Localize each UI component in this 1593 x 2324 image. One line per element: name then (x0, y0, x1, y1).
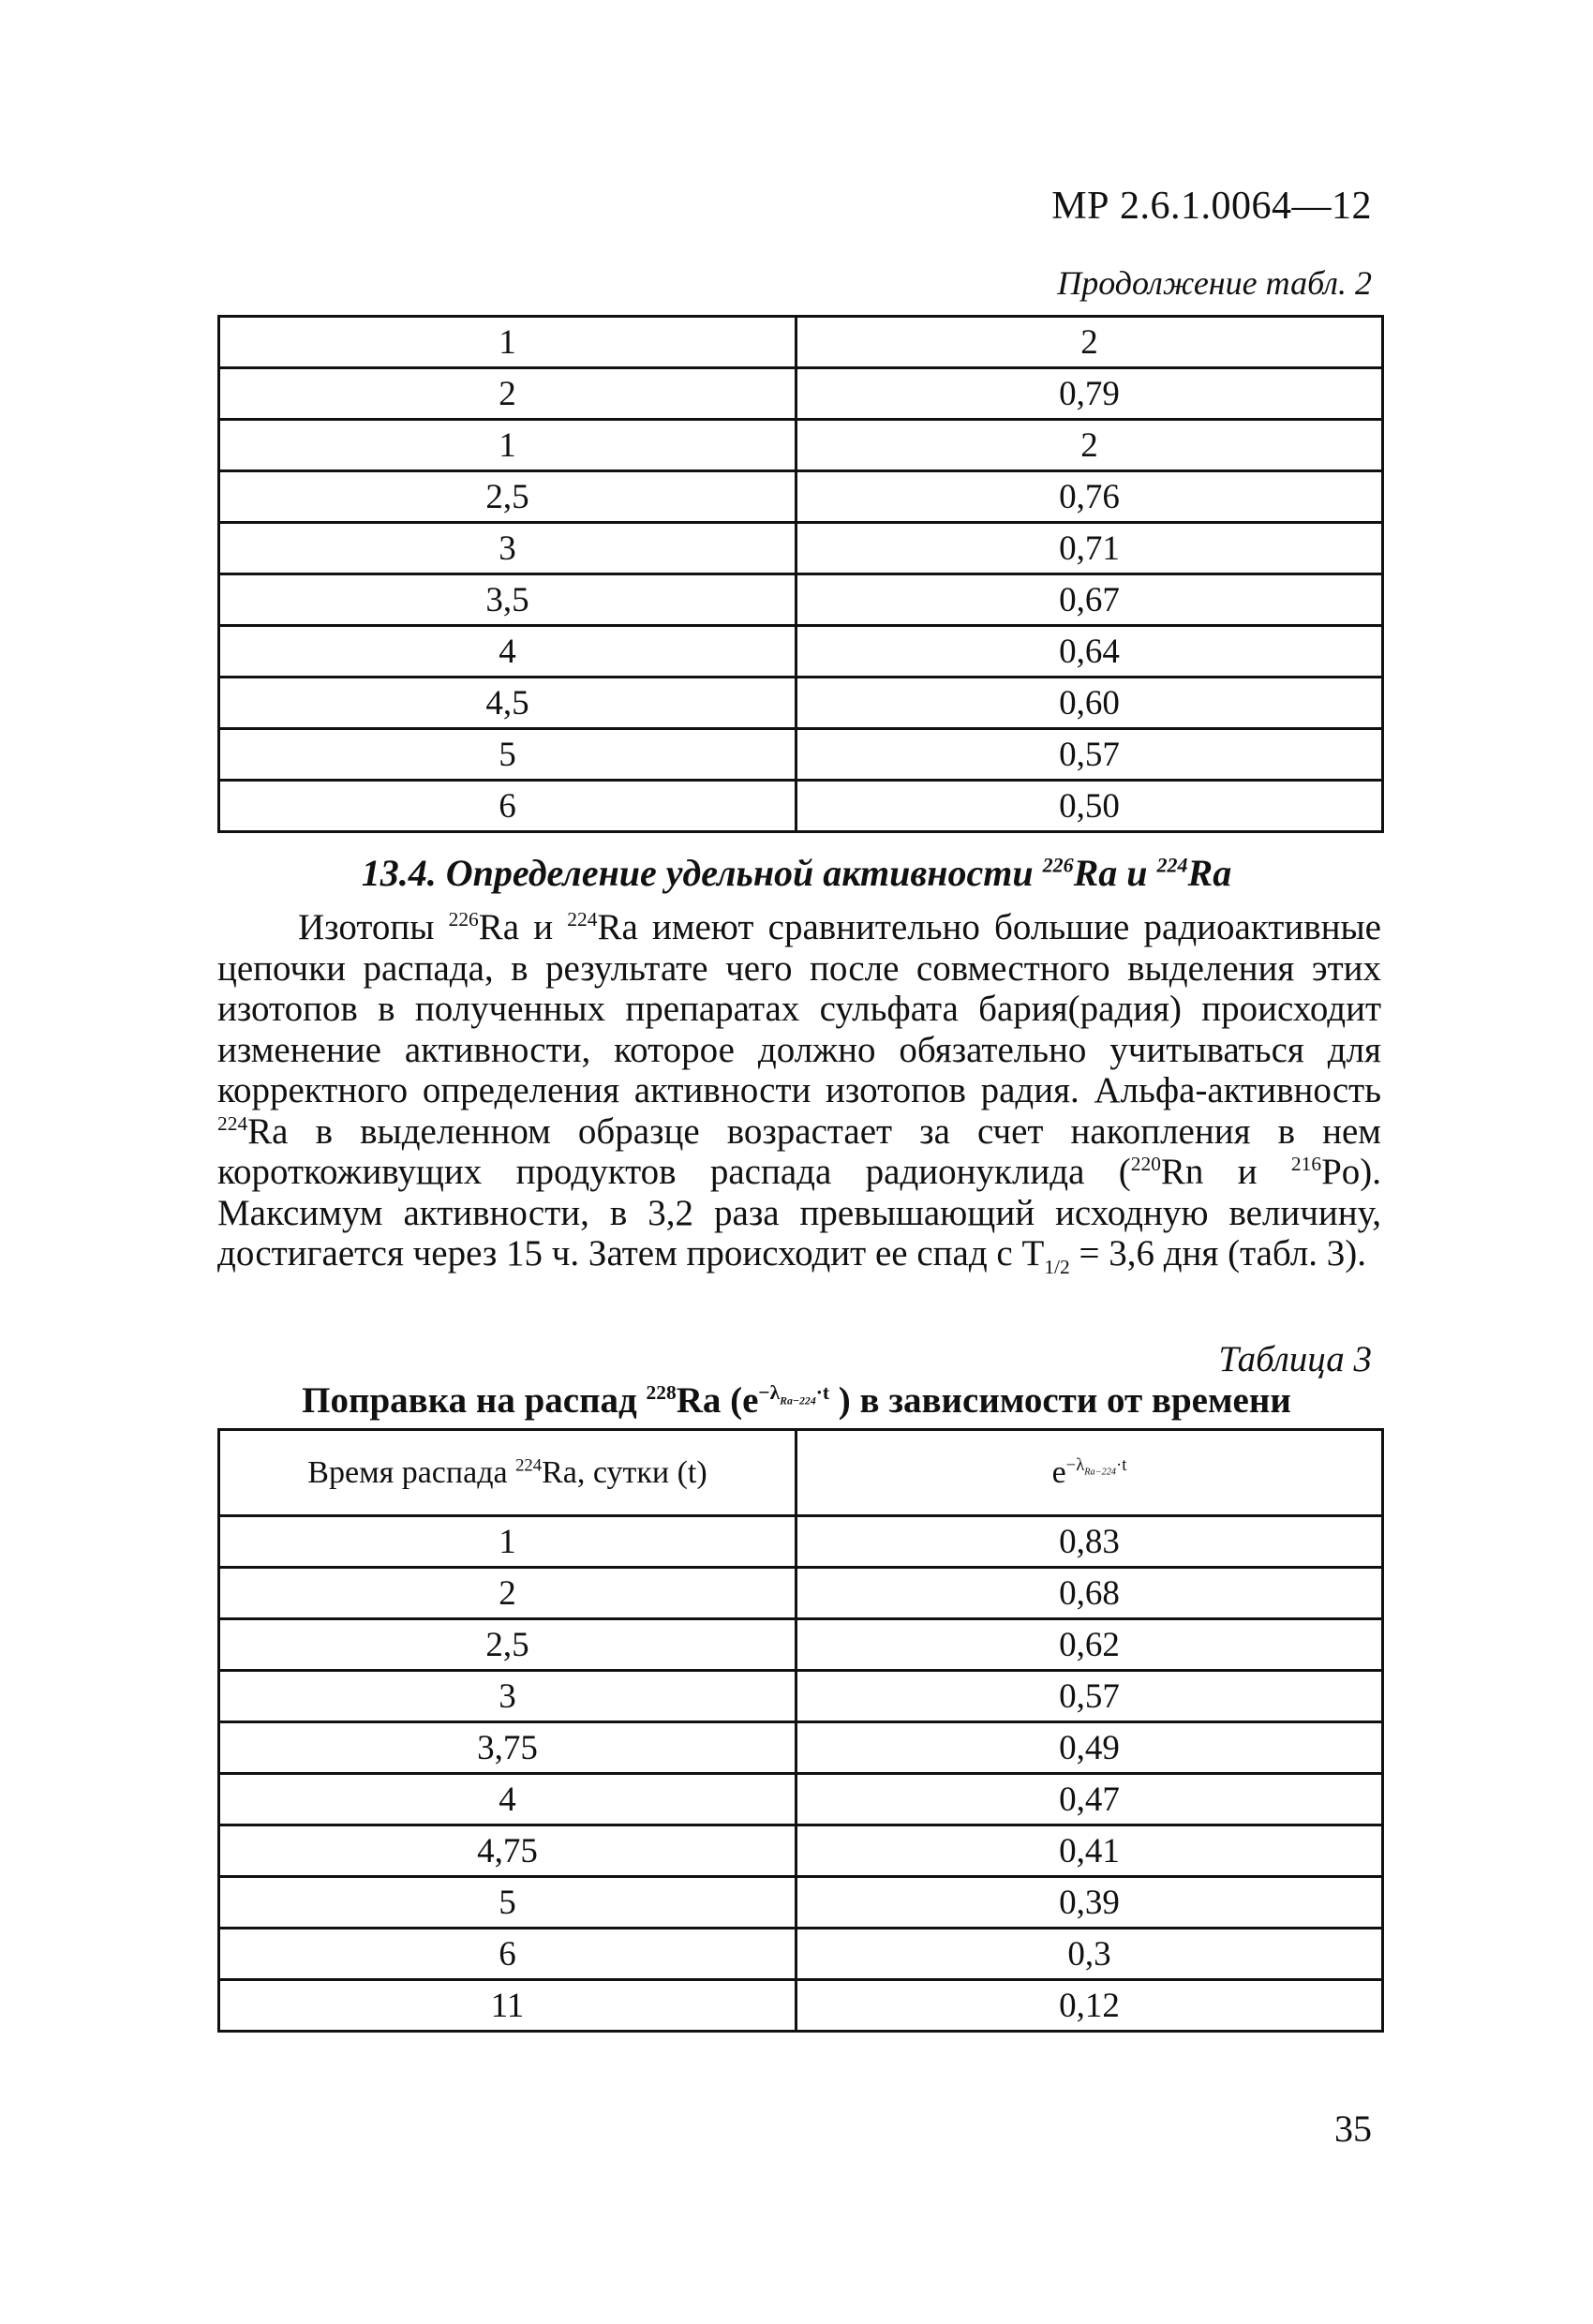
table-row (219, 1516, 1383, 1568)
lambda-symbol: −λ (1065, 1455, 1085, 1476)
table-2-value-cell: 0,50 (796, 781, 1383, 832)
table-2-time-cell: 4,5 (219, 678, 796, 729)
text-run: Ra имеют сравнительно большие радиоактивные цепочки распада, в результате чего после совместного выделения этих изотопов в полученных препаратах сульфата бария(радия) происходит изменение активности, которое должно обязательно учитываться для корректного определения активности изотопов радия. Альфа-активность (217, 907, 1381, 1110)
table-2-value-cell: 0,64 (796, 626, 1383, 678)
table-3-time-cell: 5 (219, 1877, 796, 1929)
document-code: МР 2.6.1.0064—12 (1051, 185, 1372, 228)
text-run: Поправка на распад (302, 1380, 647, 1421)
isotope-mass: 226 (448, 908, 479, 931)
table-3-value-cell: 0,62 (796, 1619, 1383, 1671)
table-3-time-cell: 4 (219, 1774, 796, 1825)
table-3-time-cell: 6 (219, 1929, 796, 1980)
text-run: Изотопы (298, 907, 449, 947)
table-row (219, 523, 1383, 574)
isotope-mass: 226 (1042, 853, 1074, 877)
table-3-time-cell: 2,5 (219, 1619, 796, 1671)
table-3-body (219, 1516, 1383, 2032)
table-row (219, 626, 1383, 678)
table-row (219, 729, 1383, 781)
table-row (219, 1722, 1383, 1774)
table-row (219, 317, 1383, 368)
lambda-subscript: Ra−224 (780, 1393, 816, 1408)
text-run: Po). Максимум активности, в 3,2 раза превышающий исходную величину, достигается через 15 ч. Затем происходит ее спад с T (217, 1152, 1381, 1274)
table-3-value-cell: 0,57 (796, 1671, 1383, 1722)
table-3-value-cell: 0,3 (796, 1929, 1383, 1980)
table-row (219, 368, 1383, 420)
table-3-time-cell: 1 (219, 1516, 796, 1568)
table-3-value-cell: 0,47 (796, 1774, 1383, 1825)
exponent (758, 1381, 830, 1408)
table-2-value-cell: 0,57 (796, 729, 1383, 781)
half-life-subscript: 1/2 (1044, 1255, 1070, 1278)
text-run: Rn и (1160, 1152, 1291, 1192)
text-run: Ra (e (676, 1380, 759, 1421)
table-row (219, 1877, 1383, 1929)
isotope-mass: 224 (515, 1455, 543, 1476)
table-row (219, 1774, 1383, 1825)
table-3-value-cell: 0,49 (796, 1722, 1383, 1774)
isotope-symbol: Ra (1073, 852, 1118, 894)
table-2-value-cell: 2 (796, 317, 1383, 368)
table-2-time-cell: 3,5 (219, 574, 796, 626)
table-2-time-cell: 5 (219, 729, 796, 781)
lambda-symbol: −λ (758, 1381, 781, 1404)
table-row (219, 471, 1383, 523)
conjunction: и (1117, 852, 1157, 894)
table-row (219, 574, 1383, 626)
section-heading (0, 851, 1593, 895)
table-3-value-cell: 0,39 (796, 1877, 1383, 1929)
table-2-time-cell: 6 (219, 781, 796, 832)
table-number: Таблица 3 (1218, 1339, 1372, 1379)
table-continuation-label: Продолжение табл. 2 (1057, 264, 1372, 302)
isotope-mass: 224 (1156, 853, 1188, 877)
table-row (219, 1825, 1383, 1877)
isotope-symbol: Ra (1187, 852, 1232, 894)
page-number: 35 (1334, 2108, 1372, 2150)
table-row (219, 1671, 1383, 1722)
body-paragraph (217, 907, 1381, 1278)
table-3 (217, 1428, 1384, 2033)
table-2-time-cell: 2,5 (219, 471, 796, 523)
table-3-time-cell: 2 (219, 1568, 796, 1619)
table-3-value-cell: 0,41 (796, 1825, 1383, 1877)
table-3-time-cell: 3,75 (219, 1722, 796, 1774)
time-variable: ·t (815, 1381, 830, 1404)
column-header-decay-time (219, 1430, 796, 1516)
text-run: = 3,6 дня (табл. 3). (1069, 1233, 1367, 1274)
column-header-correction (796, 1430, 1383, 1516)
table-row (219, 678, 1383, 729)
time-variable: ·t (1116, 1455, 1127, 1476)
table-row (219, 1568, 1383, 1619)
table-2-value-cell: 0,76 (796, 471, 1383, 523)
table-2-time-cell: 1 (219, 317, 796, 368)
table-3-time-cell: 3 (219, 1671, 796, 1722)
lambda-subscript: Ra−224 (1084, 1467, 1116, 1478)
table-2-value-cell: 0,67 (796, 574, 1383, 626)
section-heading-text: 13.4. Определение удельной активности (361, 852, 1043, 894)
text-run: ) в зависимости от времени (829, 1380, 1291, 1421)
isotope-mass: 220 (1130, 1153, 1161, 1175)
table-2-body (219, 317, 1383, 832)
table-2-value-cell: 0,60 (796, 678, 1383, 729)
table-row (219, 1929, 1383, 1980)
table-3-value-cell: 0,83 (796, 1516, 1383, 1568)
table-2-time-cell: 1 (219, 420, 796, 471)
table-2-value-cell: 0,71 (796, 523, 1383, 574)
table-3-value-cell: 0,68 (796, 1568, 1383, 1619)
table-header-row (219, 1430, 1383, 1516)
table-row (219, 1619, 1383, 1671)
table-row (219, 1980, 1383, 2032)
text-run: Время распада (307, 1454, 516, 1490)
isotope-mass: 224 (217, 1111, 248, 1135)
table-row (219, 420, 1383, 471)
isotope-mass: 216 (1290, 1153, 1322, 1175)
table-2-time-cell: 3 (219, 523, 796, 574)
table-row (219, 781, 1383, 832)
table-3-time-cell: 11 (219, 1980, 796, 2032)
table-3-time-cell: 4,75 (219, 1825, 796, 1877)
text-run: Ra и (478, 907, 568, 947)
text-run: Ra, сутки (t) (542, 1454, 707, 1490)
exponent (1065, 1455, 1127, 1478)
table-2-time-cell: 2 (219, 368, 796, 420)
isotope-mass: 228 (646, 1381, 677, 1404)
table-2-time-cell: 4 (219, 626, 796, 678)
table-2-continuation (217, 315, 1384, 833)
text-run: e (1051, 1454, 1066, 1490)
table-2-value-cell: 0,79 (796, 368, 1383, 420)
isotope-mass: 224 (567, 908, 598, 931)
table-3-value-cell: 0,12 (796, 1980, 1383, 2032)
table-title (0, 1379, 1593, 1422)
text-run: Ra в выделенном образце возрастает за счет накопления в нем короткоживущих продуктов распада радионуклида ( (217, 1110, 1381, 1192)
table-2-value-cell: 2 (796, 420, 1383, 471)
